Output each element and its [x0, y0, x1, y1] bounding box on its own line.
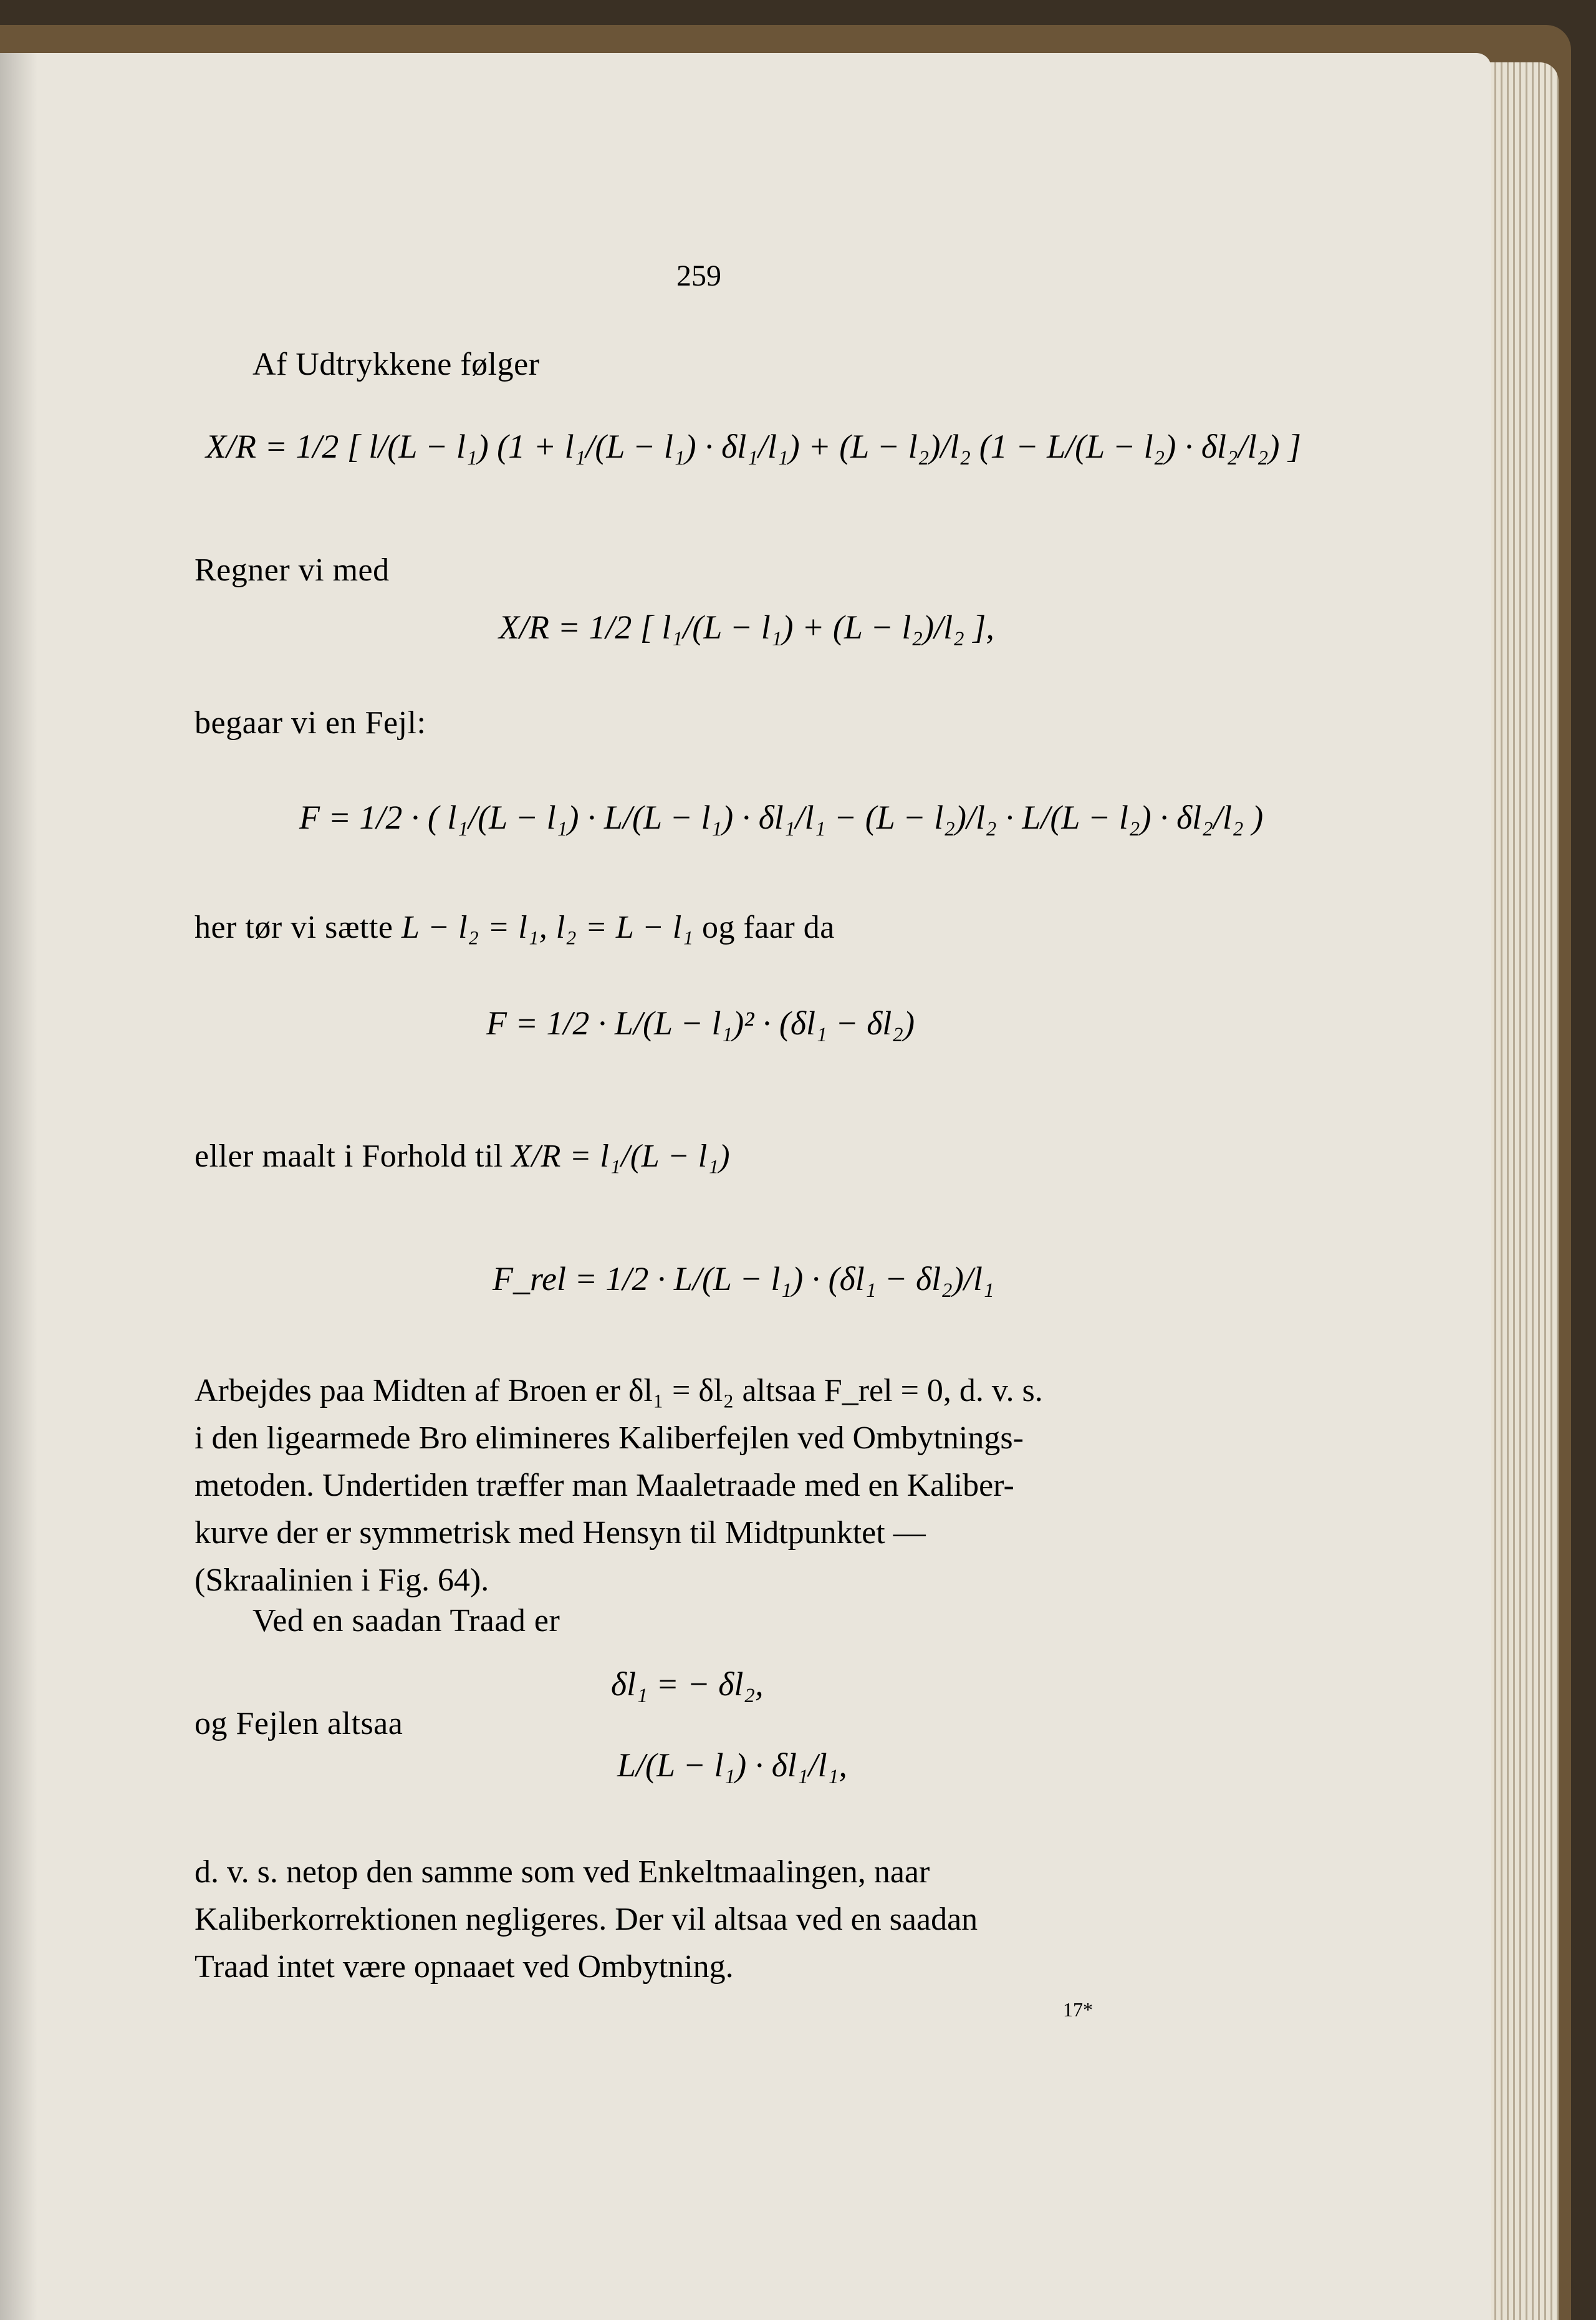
her-math: L − l₂ = l₁, l₂ = L − l₁: [401, 910, 694, 945]
paragraph-1: [195, 1367, 1226, 1604]
og-fejlen-text: og Fejlen altsaa: [195, 1706, 403, 1741]
eller-math: X/R = l₁/(L − l₁): [511, 1138, 731, 1174]
paragraph-1-line: kurve der er symmetrisk med Hensyn til Midtpunktet —: [195, 1515, 926, 1551]
paragraph-2-line: Traad intet være opnaaet ved Ombytning.: [195, 1949, 734, 1985]
paragraph-2-line: d. v. s. netop den samme som ved Enkeltmaalingen, naar: [195, 1854, 930, 1890]
equation-4: F = 1/2 · L/(L − l₁)² · (δl₁ − δl₂): [486, 1004, 915, 1042]
paragraph-2: [195, 1849, 1226, 1991]
paragraph-1-line: metoden. Undertiden træffer man Maaletraade med en Kaliber-: [195, 1468, 1014, 1503]
equation-1: X/R = 1/2 [ l/(L − l₁) (1 + l₁/(L − l₁) · δl₁/l₁) + (L − l₂)/l₂ (1 − L/(L − l₂) · δl₂/l₂) ]: [206, 428, 1302, 465]
equation-7: L/(L − l₁) · δl₁/l₁,: [617, 1746, 847, 1784]
eller-line: [195, 1138, 730, 1175]
her-line: [195, 909, 835, 946]
regner-text: Regner vi med: [195, 552, 390, 588]
equation-6: δl₁ = − δl₂,: [611, 1665, 764, 1703]
paragraph-1-line: Arbejdes paa Midten af Broen er δl₁ = δl₂ altsaa F_rel = 0, d. v. s.: [195, 1373, 1043, 1408]
equation-3: F = 1/2 · ( l₁/(L − l₁) · L/(L − l₁) · δl₁/l₁ − (L − l₂)/l₂ · L/(L − l₂) · δl₂/l₂ ): [299, 799, 1264, 836]
her-end: og faar da: [701, 910, 835, 945]
paragraph-1-line: (Skraalinien i Fig. 64).: [195, 1562, 489, 1598]
ved-text: Ved en saadan Traad er: [252, 1603, 560, 1639]
paragraph-2-line: Kaliberkorrektionen negligeres. Der vil altsaa ved en saadan: [195, 1902, 978, 1937]
equation-2: X/R = 1/2 [ l₁/(L − l₁) + (L − l₂)/l₂ ],: [499, 609, 994, 646]
eller-text: eller maalt i Forhold til: [195, 1138, 503, 1174]
her-text: her tør vi sætte: [195, 910, 393, 945]
paragraph-1-line: i den ligearmede Bro elimineres Kaliberfejlen ved Ombytnings-: [195, 1420, 1024, 1456]
intro-text: Af Udtrykkene følger: [252, 347, 540, 382]
gutter-shadow: [0, 53, 37, 2320]
equation-5: F_rel = 1/2 · L/(L − l₁) · (δl₁ − δl₂)/l₁: [493, 1260, 994, 1297]
begaar-text: begaar vi en Fejl:: [195, 705, 426, 741]
signature-mark: 17*: [1063, 1998, 1093, 2021]
page-number: 259: [676, 259, 721, 292]
